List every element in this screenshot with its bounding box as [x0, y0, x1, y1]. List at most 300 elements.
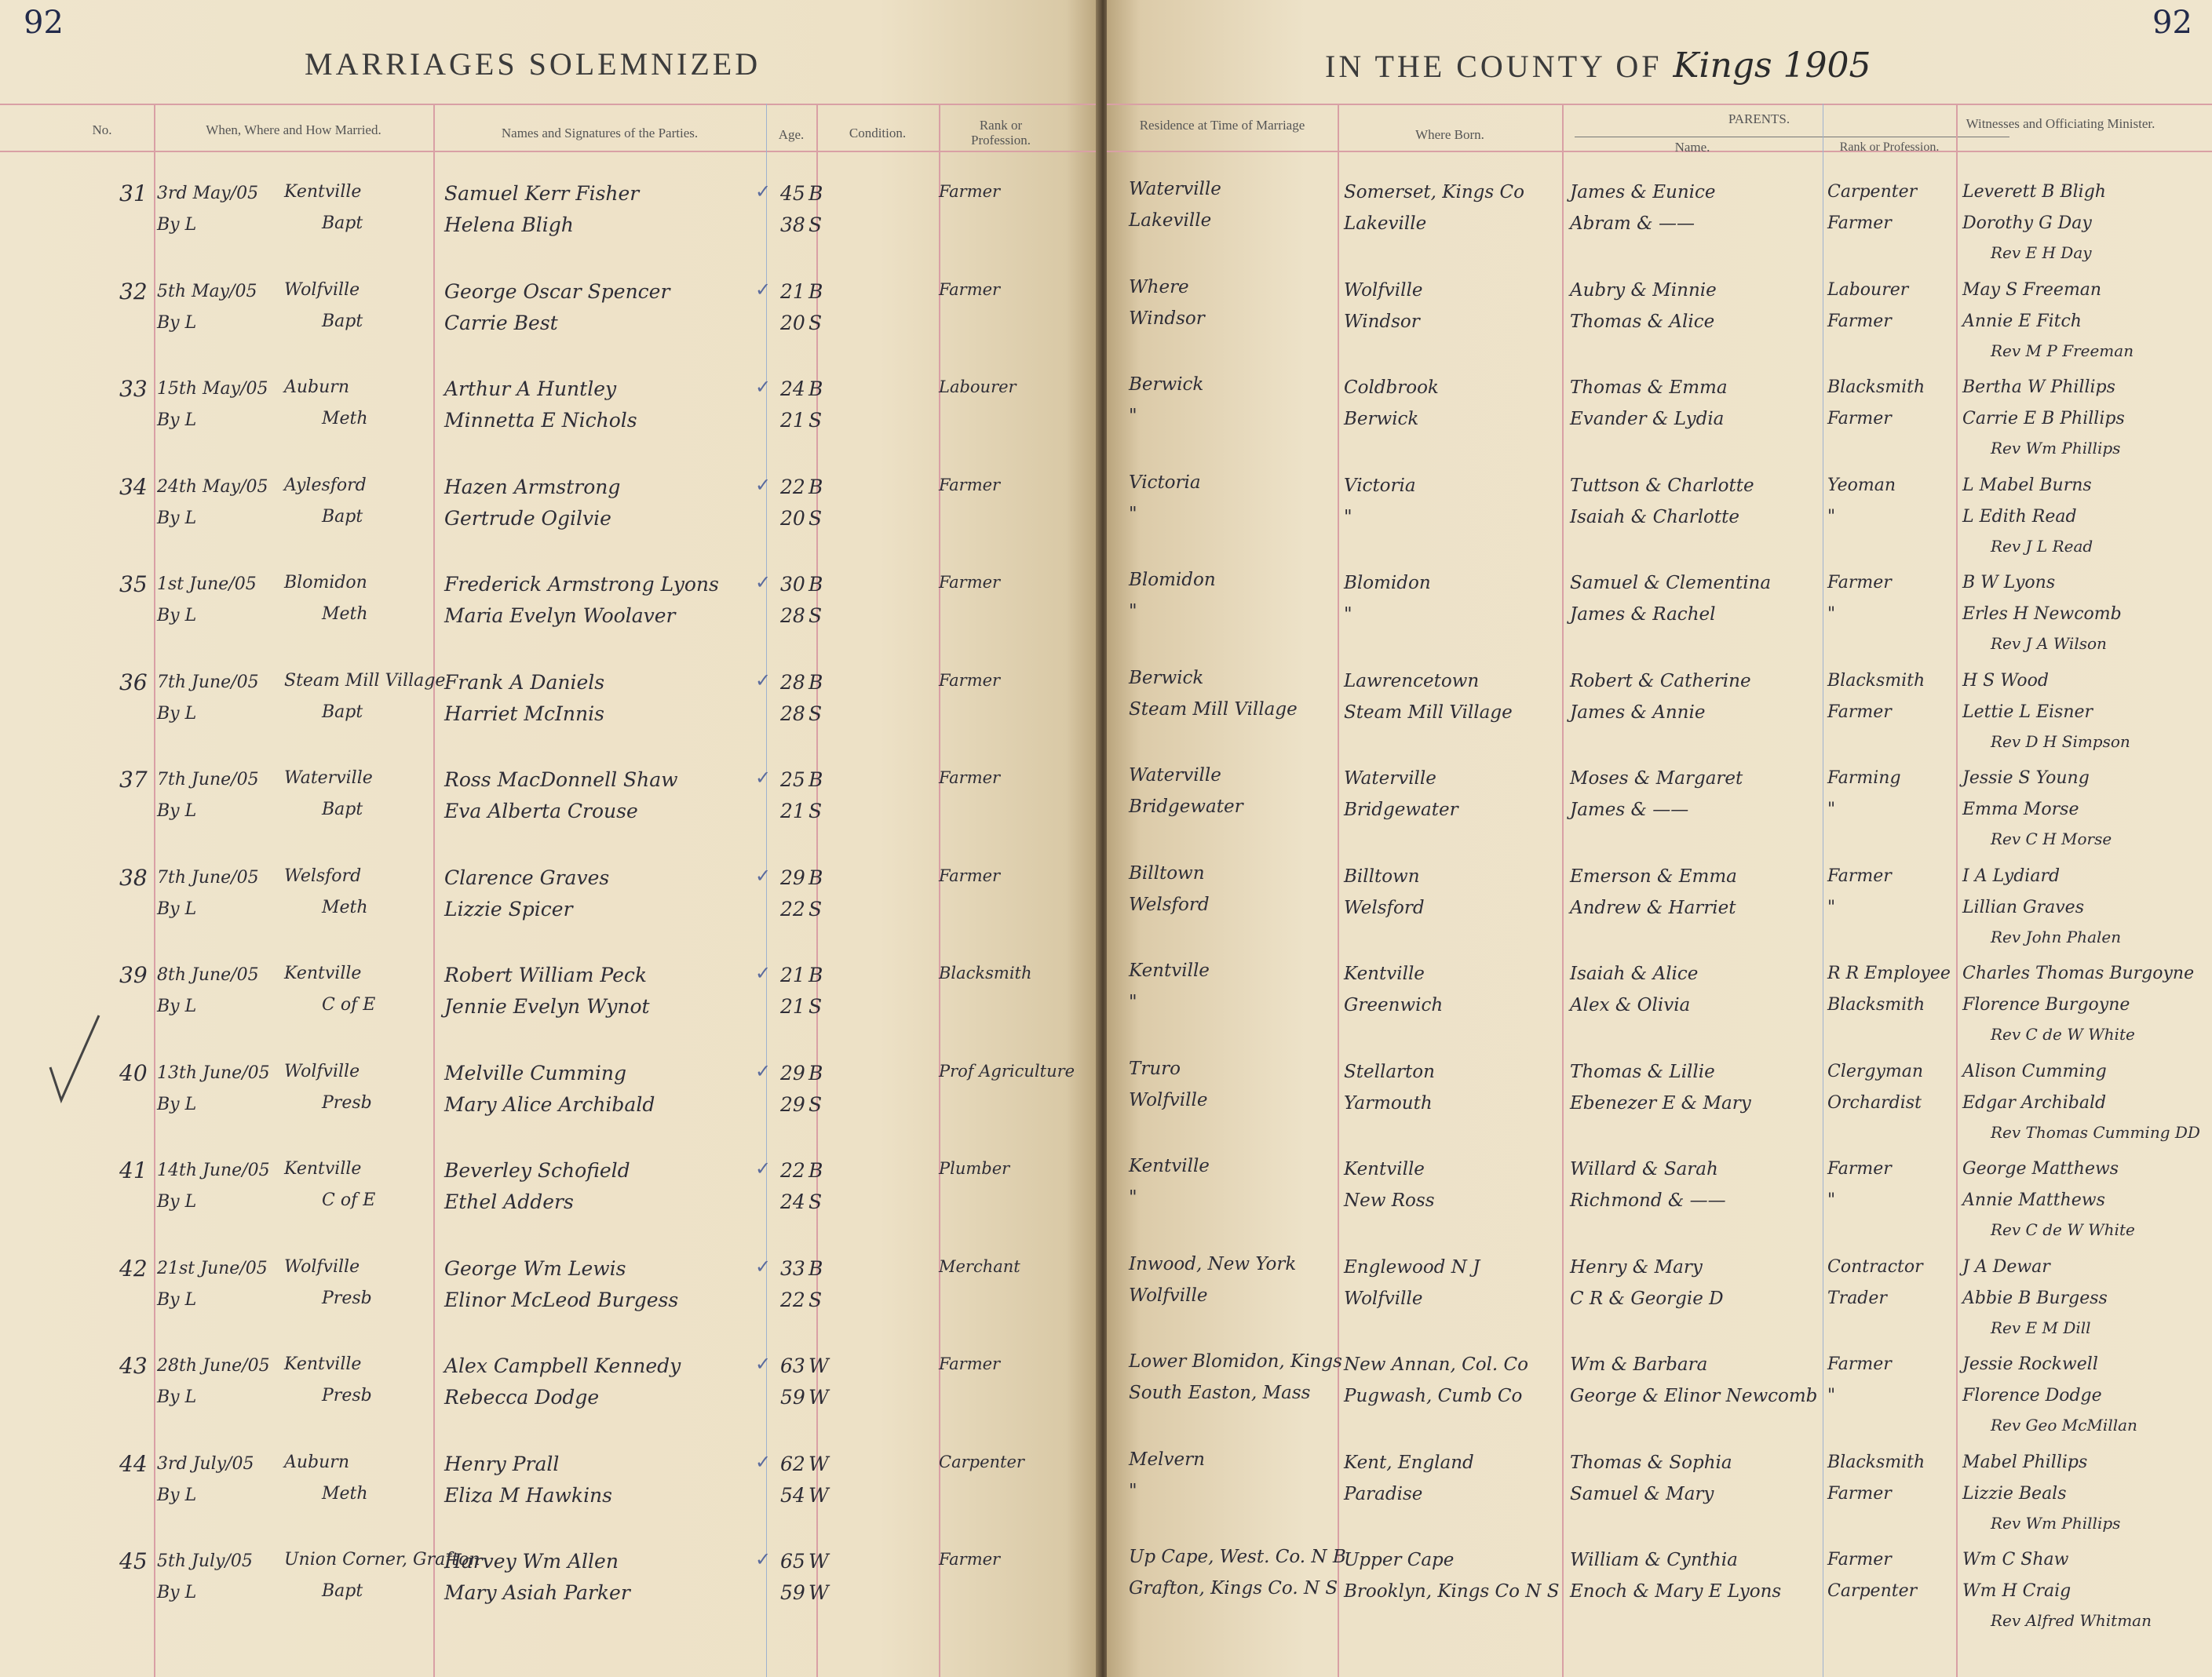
bride-name: Elinor McLeod Burgess [444, 1288, 679, 1311]
groom-birthplace: Englewood N J [1344, 1256, 1480, 1278]
bride-father-rank: Farmer [1827, 702, 1892, 722]
groom-father-rank: Farmer [1827, 866, 1892, 886]
bride-name: Jennie Evelyn Wynot [444, 995, 650, 1018]
header-rule-bottom [0, 151, 1099, 152]
witness-1: Alison Cumming [1962, 1061, 2107, 1081]
left-page [0, 0, 1099, 1677]
bride-name: Gertrude Ogilvie [444, 506, 611, 530]
bride-father-rank: " [1827, 1386, 1836, 1405]
bride-age: 28 [780, 702, 805, 725]
groom-profession: Blacksmith [939, 964, 1032, 983]
bride-age: 29 [780, 1092, 805, 1116]
witness-1: L Mabel Burns [1962, 475, 2092, 495]
groom-parents: Wm & Barbara [1570, 1354, 1708, 1375]
check-mark-icon: ✓ [755, 864, 772, 887]
bride-condition: S [809, 1288, 823, 1311]
groom-name: Ross MacDonnell Shaw [444, 768, 678, 791]
groom-residence: Kentville [1129, 961, 1210, 981]
bride-birthplace: Windsor [1344, 311, 1420, 332]
witness-2: Lillian Graves [1962, 897, 2084, 917]
bride-father-rank: " [1827, 506, 1836, 527]
entry-number: 43 [119, 1353, 148, 1379]
marriage-place: Wolfville [284, 1061, 360, 1081]
bride-residence: " [1129, 601, 1137, 622]
bride-birthplace: Brooklyn, Kings Co N S [1344, 1581, 1560, 1602]
marriage-date: 8th June/05 [157, 965, 259, 985]
entry-number: 44 [119, 1450, 148, 1477]
denomination: Bapt [322, 213, 363, 233]
groom-parents: Emerson & Emma [1570, 866, 1737, 887]
marriage-date: 7th June/05 [157, 770, 259, 789]
marriage-place: Welsford [284, 866, 362, 886]
bride-age: 38 [780, 213, 805, 236]
bride-age: 20 [780, 311, 805, 334]
bride-age: 22 [780, 1288, 805, 1311]
marriage-method: By L [157, 1094, 197, 1114]
header-rule-top [0, 104, 1099, 105]
groom-condition: B [809, 866, 823, 889]
col-header-names: Names and Signatures of the Parties. [501, 126, 699, 140]
marriage-place: Union Corner, Grafton [284, 1550, 480, 1569]
witness-1: May S Freeman [1962, 279, 2102, 300]
groom-residence: Billtown [1129, 862, 1205, 884]
groom-profession: Farmer [939, 768, 1001, 787]
bride-parents: Thomas & Alice [1570, 311, 1715, 332]
groom-age: 65 [780, 1550, 805, 1573]
check-mark-icon: ✓ [755, 1450, 772, 1473]
officiating-minister: Rev Wm Phillips [1991, 1513, 2121, 1533]
check-mark-icon: ✓ [755, 962, 772, 984]
denomination: Meth [322, 1483, 368, 1504]
col-header-parents-rank: Rank or Profession. [1839, 140, 1940, 154]
marriage-date: 5th May/05 [157, 281, 257, 301]
groom-name: Samuel Kerr Fisher [444, 182, 640, 205]
bride-condition: S [809, 800, 823, 822]
groom-parents: Thomas & Emma [1570, 377, 1728, 398]
bride-residence: Wolfville [1129, 1285, 1208, 1306]
col-divider [1956, 104, 1958, 1677]
bride-age: 24 [780, 1190, 805, 1213]
entry-number: 35 [119, 571, 148, 597]
groom-profession: Farmer [939, 1550, 1001, 1569]
entry-number: 42 [119, 1255, 148, 1281]
bride-age: 59 [780, 1581, 805, 1604]
groom-residence: Berwick [1129, 374, 1204, 395]
check-mark-icon [47, 1012, 102, 1106]
bride-father-rank: Farmer [1827, 213, 1892, 233]
entry-number: 45 [119, 1548, 148, 1574]
entry-number: 41 [119, 1157, 148, 1183]
col-header-when: When, Where and How Married. [206, 122, 381, 137]
groom-father-rank: Contractor [1827, 1256, 1923, 1277]
groom-residence: Waterville [1129, 179, 1221, 199]
groom-residence: Truro [1129, 1058, 1181, 1079]
marriage-place: Kentville [284, 182, 362, 202]
groom-father-rank: Carpenter [1827, 182, 1918, 202]
bride-age: 21 [780, 995, 805, 1018]
bride-name: Mary Asiah Parker [444, 1581, 630, 1604]
header-rule-top [1107, 104, 2212, 105]
entry-number: 32 [119, 278, 148, 304]
bride-parents: C R & Georgie D [1570, 1288, 1724, 1309]
bride-parents: Abram & —— [1570, 213, 1695, 234]
groom-name: Alex Campbell Kennedy [444, 1354, 681, 1377]
check-mark-icon: ✓ [755, 571, 772, 593]
bride-father-rank: " [1827, 604, 1836, 624]
groom-name: Frederick Armstrong Lyons [444, 573, 719, 596]
groom-residence: Victoria [1129, 472, 1201, 493]
witness-2: Annie Matthews [1962, 1190, 2105, 1210]
officiating-minister: Rev E M Dill [1991, 1318, 2091, 1337]
groom-profession: Plumber [939, 1159, 1010, 1178]
bride-birthplace: Greenwich [1344, 995, 1444, 1015]
col-header-where-born: Where Born. [1415, 127, 1484, 142]
groom-father-rank: Blacksmith [1827, 1452, 1925, 1472]
officiating-minister: Rev E H Day [1991, 243, 2092, 262]
bride-residence: Grafton, Kings Co. N S [1129, 1578, 1338, 1599]
groom-profession: Farmer [939, 573, 1001, 592]
witness-2: Florence Burgoyne [1962, 995, 2130, 1015]
denomination: Meth [322, 897, 368, 917]
marriage-method: By L [157, 801, 197, 821]
groom-name: Arthur A Huntley [444, 377, 617, 400]
groom-birthplace: Kentville [1344, 964, 1425, 984]
groom-father-rank: Blacksmith [1827, 377, 1925, 397]
denomination: Presb [322, 1288, 372, 1308]
groom-age: 30 [780, 573, 805, 596]
groom-birthplace: Coldbrook [1344, 377, 1439, 398]
entry-number: 33 [119, 376, 148, 402]
groom-age: 24 [780, 377, 805, 400]
groom-profession: Farmer [939, 670, 1001, 690]
groom-birthplace: Upper Cape [1344, 1550, 1455, 1570]
groom-father-rank: Yeoman [1827, 475, 1896, 495]
bride-residence: Lakeville [1129, 210, 1212, 231]
groom-profession: Farmer [939, 1354, 1001, 1373]
bride-birthplace: Wolfville [1344, 1288, 1423, 1309]
groom-father-rank: Farming [1827, 768, 1901, 788]
marriage-method: By L [157, 1583, 197, 1602]
bride-residence: Welsford [1129, 894, 1210, 915]
groom-birthplace: Blomidon [1344, 573, 1431, 593]
check-mark-icon: ✓ [755, 767, 772, 789]
entry-number: 36 [119, 669, 148, 695]
bride-name: Carrie Best [444, 311, 558, 334]
bride-condition: S [809, 311, 823, 334]
groom-parents: Aubry & Minnie [1570, 279, 1717, 301]
officiating-minister: Rev Wm Phillips [1991, 439, 2121, 458]
marriage-place: Wolfville [284, 1256, 360, 1277]
bride-condition: S [809, 897, 823, 921]
marriage-date: 14th June/05 [157, 1161, 270, 1180]
groom-profession: Prof Agriculture [939, 1061, 1075, 1081]
marriage-date: 7th June/05 [157, 867, 259, 888]
county-name-handwritten: Kings 1905 [1673, 46, 1871, 86]
groom-age: 21 [780, 279, 805, 303]
officiating-minister: Rev Thomas Cumming DD [1991, 1122, 2200, 1142]
marriage-place: Kentville [284, 1159, 362, 1179]
marriage-date: 13th June/05 [157, 1063, 270, 1083]
denomination: Presb [322, 1386, 372, 1405]
entry-number: 37 [119, 767, 148, 793]
entry-number: 38 [119, 864, 148, 891]
col-header-rank: Rank or Profession. [970, 118, 1031, 148]
groom-father-rank: Clergyman [1827, 1061, 1924, 1081]
check-mark-icon: ✓ [755, 669, 772, 691]
groom-parents: Thomas & Lillie [1570, 1061, 1715, 1082]
marriage-place: Steam Mill Village [284, 670, 446, 691]
officiating-minister: Rev John Phalen [1991, 927, 2122, 946]
bride-condition: S [809, 506, 823, 530]
marriage-method: By L [157, 215, 197, 235]
marriage-date: 28th June/05 [157, 1356, 270, 1376]
bride-name: Eliza M Hawkins [444, 1483, 612, 1507]
witness-2: Wm H Craig [1962, 1581, 2071, 1601]
groom-age: 29 [780, 1061, 805, 1085]
bride-birthplace: Pugwash, Cumb Co [1344, 1386, 1523, 1406]
col-divider [939, 104, 940, 1677]
bride-father-rank: " [1827, 800, 1836, 819]
groom-parents: Isaiah & Alice [1570, 964, 1699, 984]
bride-name: Lizzie Spicer [444, 897, 573, 921]
groom-condition: B [809, 1061, 823, 1085]
groom-residence: Melvern [1129, 1449, 1205, 1470]
witness-1: I A Lydiard [1962, 866, 2061, 886]
groom-father-rank: Farmer [1827, 573, 1892, 592]
col-divider [816, 104, 818, 1677]
check-mark-icon: ✓ [755, 278, 772, 301]
right-page [1107, 0, 2212, 1677]
col-header-condition: Condition. [849, 126, 907, 140]
bride-father-rank: Farmer [1827, 409, 1892, 428]
bride-father-rank: Blacksmith [1827, 995, 1925, 1015]
bride-birthplace: Paradise [1344, 1483, 1423, 1504]
groom-parents: Willard & Sarah [1570, 1159, 1718, 1179]
officiating-minister: Rev J A Wilson [1991, 634, 2107, 653]
denomination: Meth [322, 409, 368, 428]
bride-residence: " [1129, 1480, 1137, 1501]
marriage-place: Blomidon [284, 573, 367, 592]
bride-parents: Evander & Lydia [1570, 409, 1725, 429]
groom-name: Frank A Daniels [444, 670, 605, 694]
bride-residence: " [1129, 503, 1137, 524]
marriage-date: 3rd July/05 [157, 1453, 254, 1474]
groom-parents: Thomas & Sophia [1570, 1452, 1732, 1473]
bride-condition: S [809, 1092, 823, 1116]
bride-parents: Alex & Olivia [1570, 995, 1691, 1015]
marriage-method: By L [157, 703, 197, 724]
denomination: C of E [322, 995, 376, 1015]
groom-profession: Labourer [939, 377, 1017, 396]
groom-birthplace: Stellarton [1344, 1061, 1435, 1082]
marriage-method: By L [157, 1387, 197, 1407]
marriage-place: Kentville [284, 964, 362, 983]
groom-condition: B [809, 768, 823, 791]
witness-1: B W Lyons [1962, 573, 2056, 592]
bride-name: Harriet McInnis [444, 702, 604, 725]
entry-number: 34 [119, 473, 148, 500]
col-divider [1562, 104, 1564, 1677]
groom-age: 63 [780, 1354, 805, 1377]
witness-1: Bertha W Phillips [1962, 377, 2115, 397]
bride-name: Minnetta E Nichols [444, 409, 637, 432]
bride-condition: S [809, 409, 823, 432]
col-header-parents: PARENTS. [1728, 111, 1790, 126]
groom-birthplace: Lawrencetown [1344, 670, 1480, 691]
marriage-date: 1st June/05 [157, 574, 257, 594]
col-header-residence: Residence at Time of Marriage [1139, 118, 1305, 133]
col-divider [1338, 104, 1339, 1677]
groom-parents: James & Eunice [1570, 182, 1716, 202]
witness-1: Wm C Shaw [1962, 1550, 2069, 1569]
bride-father-rank: Trader [1827, 1288, 1887, 1308]
officiating-minister: Rev C de W White [1991, 1025, 2135, 1044]
groom-residence: Berwick [1129, 667, 1204, 688]
col-header-parents-name: Name. [1674, 140, 1710, 155]
bride-parents: James & Rachel [1570, 604, 1716, 625]
groom-birthplace: Billtown [1344, 866, 1420, 887]
marriage-method: By L [157, 1192, 197, 1212]
col-divider [433, 104, 435, 1677]
bride-birthplace: Bridgewater [1344, 800, 1458, 820]
marriage-place: Kentville [284, 1354, 362, 1374]
denomination: Bapt [322, 1581, 363, 1601]
officiating-minister: Rev C de W White [1991, 1220, 2135, 1239]
entry-number: 39 [119, 962, 148, 988]
groom-father-rank: R R Employee [1827, 964, 1951, 983]
entry-number: 40 [119, 1059, 148, 1086]
marriage-method: By L [157, 606, 197, 625]
bride-birthplace: Berwick [1344, 409, 1419, 429]
groom-age: 33 [780, 1256, 805, 1280]
check-mark-icon: ✓ [755, 1548, 772, 1570]
groom-age: 29 [780, 866, 805, 889]
bride-age: 21 [780, 409, 805, 432]
marriage-place: Auburn [284, 1452, 349, 1472]
bride-name: Mary Alice Archibald [444, 1092, 655, 1116]
bride-father-rank: Carpenter [1827, 1581, 1918, 1601]
right-page-number: 92 [2152, 5, 2192, 41]
bride-parents: James & Annie [1570, 702, 1706, 723]
bride-residence: " [1129, 992, 1137, 1012]
groom-parents: Moses & Margaret [1570, 768, 1743, 789]
groom-profession: Merchant [939, 1256, 1020, 1276]
bride-parents: Samuel & Mary [1570, 1483, 1714, 1504]
groom-condition: B [809, 573, 823, 596]
witness-2: Lettie L Eisner [1962, 702, 2093, 722]
bride-residence: Steam Mill Village [1129, 698, 1298, 720]
bride-name: Helena Bligh [444, 213, 574, 236]
groom-age: 22 [780, 475, 805, 498]
bride-age: 21 [780, 800, 805, 822]
denomination: C of E [322, 1190, 376, 1210]
groom-birthplace: Waterville [1344, 768, 1436, 789]
groom-residence: Lower Blomidon, Kings [1129, 1351, 1342, 1372]
bride-birthplace: Steam Mill Village [1344, 702, 1513, 723]
marriage-method: By L [157, 997, 197, 1016]
bride-father-rank: " [1827, 897, 1836, 917]
groom-father-rank: Blacksmith [1827, 670, 1925, 691]
witness-2: Florence Dodge [1962, 1386, 2102, 1405]
bride-name: Maria Evelyn Woolaver [444, 604, 676, 627]
marriage-date: 7th June/05 [157, 672, 259, 692]
groom-residence: Where [1129, 276, 1189, 297]
denomination: Bapt [322, 506, 363, 527]
bride-residence: Wolfville [1129, 1089, 1208, 1110]
groom-father-rank: Labourer [1827, 279, 1909, 300]
witness-1: Jessie Rockwell [1962, 1354, 2098, 1374]
check-mark-icon: ✓ [755, 376, 772, 398]
bride-condition: S [809, 213, 823, 236]
bride-parents: Ebenezer E & Mary [1570, 1092, 1751, 1114]
groom-birthplace: Kent, England [1344, 1452, 1474, 1473]
left-page-number: 92 [24, 5, 64, 41]
bride-father-rank: Orchardist [1827, 1092, 1922, 1113]
denomination: Bapt [322, 311, 363, 331]
groom-condition: B [809, 475, 823, 498]
check-mark-icon: ✓ [755, 473, 772, 496]
groom-age: 45 [780, 182, 805, 205]
denomination: Bapt [322, 800, 363, 819]
bride-birthplace: " [1344, 604, 1352, 625]
groom-profession: Farmer [939, 279, 1001, 299]
col-header-no: No. [92, 122, 112, 137]
witness-2: Emma Morse [1962, 800, 2079, 819]
check-mark-icon: ✓ [755, 1059, 772, 1082]
marriage-method: By L [157, 1289, 197, 1310]
bride-father-rank: Farmer [1827, 311, 1892, 331]
bride-age: 22 [780, 897, 805, 921]
groom-profession: Farmer [939, 475, 1001, 494]
witness-1: J A Dewar [1962, 1256, 2050, 1277]
bride-father-rank: " [1827, 1190, 1836, 1210]
witness-1: Jessie S Young [1962, 768, 2090, 788]
groom-birthplace: Wolfville [1344, 279, 1423, 301]
officiating-minister: Rev C H Morse [1991, 829, 2112, 848]
bride-residence: South Easton, Mass [1129, 1383, 1311, 1403]
groom-condition: B [809, 964, 823, 986]
check-mark-icon: ✓ [755, 180, 772, 202]
check-mark-icon: ✓ [755, 1353, 772, 1375]
witness-1: Mabel Phillips [1962, 1452, 2088, 1472]
groom-condition: W [809, 1550, 829, 1573]
groom-parents: Tuttson & Charlotte [1570, 475, 1754, 496]
officiating-minister: Rev M P Freeman [1991, 341, 2134, 360]
bride-condition: S [809, 995, 823, 1018]
groom-residence: Up Cape, West. Co. N B [1129, 1547, 1346, 1567]
marriage-method: By L [157, 899, 197, 919]
marriage-date: 5th July/05 [157, 1551, 253, 1571]
bride-name: Ethel Adders [444, 1190, 574, 1213]
bride-name: Rebecca Dodge [444, 1386, 600, 1409]
groom-condition: B [809, 1159, 823, 1182]
groom-name: Clarence Graves [444, 866, 610, 889]
col-divider [766, 104, 767, 1677]
marriage-date: 24th May/05 [157, 476, 268, 497]
witness-2: Dorothy G Day [1962, 213, 2092, 233]
groom-condition: B [809, 1256, 823, 1280]
officiating-minister: Rev Geo McMillan [1991, 1416, 2137, 1435]
groom-name: Harvey Wm Allen [444, 1550, 619, 1573]
groom-name: George Oscar Spencer [444, 279, 670, 303]
groom-condition: W [809, 1354, 829, 1377]
marriage-date: 3rd May/05 [157, 184, 259, 203]
bride-parents: Enoch & Mary E Lyons [1570, 1581, 1782, 1602]
marriage-place: Aylesford [284, 475, 367, 495]
groom-birthplace: New Annan, Col. Co [1344, 1354, 1528, 1375]
right-page-heading [1325, 46, 1871, 86]
bride-birthplace: Yarmouth [1344, 1092, 1433, 1114]
